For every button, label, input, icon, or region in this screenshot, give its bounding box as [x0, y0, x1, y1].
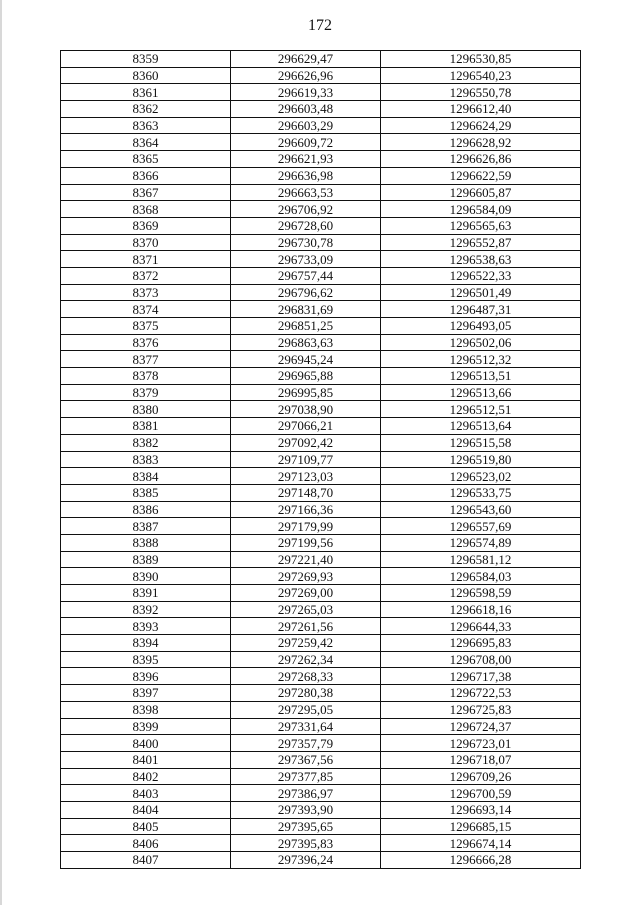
y-coordinate-cell: 1296513,64 — [381, 418, 581, 435]
point-number-cell: 8364 — [61, 134, 231, 151]
y-coordinate-cell: 1296512,51 — [381, 401, 581, 418]
point-number-cell: 8362 — [61, 101, 231, 118]
point-number-cell: 8373 — [61, 284, 231, 301]
point-number-cell: 8393 — [61, 618, 231, 635]
table-row — [61, 384, 581, 401]
point-number-cell: 8404 — [61, 801, 231, 818]
y-coordinate-cell: 1296644,33 — [381, 618, 581, 635]
table-row — [61, 735, 581, 752]
y-coordinate-cell: 1296543,60 — [381, 501, 581, 518]
table-row — [61, 184, 581, 201]
x-coordinate-cell: 297367,56 — [231, 751, 381, 768]
x-coordinate-cell: 296629,47 — [231, 51, 381, 68]
x-coordinate-cell: 297280,38 — [231, 685, 381, 702]
x-coordinate-cell: 297148,70 — [231, 484, 381, 501]
point-number-cell: 8384 — [61, 468, 231, 485]
y-coordinate-cell: 1296581,12 — [381, 551, 581, 568]
point-number-cell: 8398 — [61, 701, 231, 718]
table-row — [61, 751, 581, 768]
table-row — [61, 334, 581, 351]
y-coordinate-cell: 1296725,83 — [381, 701, 581, 718]
table-row — [61, 67, 581, 84]
table-row — [61, 451, 581, 468]
y-coordinate-cell: 1296501,49 — [381, 284, 581, 301]
table-row — [61, 418, 581, 435]
x-coordinate-cell: 296796,62 — [231, 284, 381, 301]
y-coordinate-cell: 1296519,80 — [381, 451, 581, 468]
point-number-cell: 8395 — [61, 651, 231, 668]
y-coordinate-cell: 1296565,63 — [381, 217, 581, 234]
table-row — [61, 618, 581, 635]
x-coordinate-cell: 296730,78 — [231, 234, 381, 251]
point-number-cell: 8406 — [61, 835, 231, 852]
x-coordinate-cell: 297395,65 — [231, 818, 381, 835]
table-row — [61, 835, 581, 852]
y-coordinate-cell: 1296584,09 — [381, 201, 581, 218]
point-number-cell: 8374 — [61, 301, 231, 318]
table-row — [61, 801, 581, 818]
table-row — [61, 534, 581, 551]
point-number-cell: 8379 — [61, 384, 231, 401]
table-row — [61, 518, 581, 535]
y-coordinate-cell: 1296717,38 — [381, 668, 581, 685]
y-coordinate-cell: 1296574,89 — [381, 534, 581, 551]
y-coordinate-cell: 1296709,26 — [381, 768, 581, 785]
x-coordinate-cell: 296728,60 — [231, 217, 381, 234]
y-coordinate-cell: 1296622,59 — [381, 167, 581, 184]
y-coordinate-cell: 1296612,40 — [381, 101, 581, 118]
x-coordinate-cell: 297066,21 — [231, 418, 381, 435]
coordinates-table — [60, 50, 581, 869]
table-row — [61, 51, 581, 68]
y-coordinate-cell: 1296605,87 — [381, 184, 581, 201]
y-coordinate-cell: 1296538,63 — [381, 251, 581, 268]
y-coordinate-cell: 1296533,75 — [381, 484, 581, 501]
y-coordinate-cell: 1296708,00 — [381, 651, 581, 668]
x-coordinate-cell: 297386,97 — [231, 785, 381, 802]
point-number-cell: 8361 — [61, 84, 231, 101]
x-coordinate-cell: 296995,85 — [231, 384, 381, 401]
table-row — [61, 401, 581, 418]
y-coordinate-cell: 1296523,02 — [381, 468, 581, 485]
point-number-cell: 8394 — [61, 635, 231, 652]
x-coordinate-cell: 297269,00 — [231, 585, 381, 602]
point-number-cell: 8397 — [61, 685, 231, 702]
x-coordinate-cell: 296619,33 — [231, 84, 381, 101]
table-row — [61, 101, 581, 118]
point-number-cell: 8359 — [61, 51, 231, 68]
x-coordinate-cell: 297179,99 — [231, 518, 381, 535]
y-coordinate-cell: 1296618,16 — [381, 601, 581, 618]
x-coordinate-cell: 296733,09 — [231, 251, 381, 268]
table-row — [61, 318, 581, 335]
point-number-cell: 8402 — [61, 768, 231, 785]
y-coordinate-cell: 1296557,69 — [381, 518, 581, 535]
table-row — [61, 301, 581, 318]
x-coordinate-cell: 297269,93 — [231, 568, 381, 585]
x-coordinate-cell: 296831,69 — [231, 301, 381, 318]
point-number-cell: 8372 — [61, 267, 231, 284]
table-row — [61, 852, 581, 869]
x-coordinate-cell: 296945,24 — [231, 351, 381, 368]
y-coordinate-cell: 1296695,83 — [381, 635, 581, 652]
y-coordinate-cell: 1296512,32 — [381, 351, 581, 368]
table-row — [61, 785, 581, 802]
y-coordinate-cell: 1296522,33 — [381, 267, 581, 284]
table-row — [61, 685, 581, 702]
table-row — [61, 167, 581, 184]
page-number: 172 — [308, 17, 332, 34]
table-row — [61, 635, 581, 652]
point-number-cell: 8377 — [61, 351, 231, 368]
point-number-cell: 8365 — [61, 151, 231, 168]
y-coordinate-cell: 1296666,28 — [381, 852, 581, 869]
x-coordinate-cell: 296636,98 — [231, 167, 381, 184]
table-row — [61, 585, 581, 602]
x-coordinate-cell: 297396,24 — [231, 852, 381, 869]
table-row — [61, 284, 581, 301]
table-row — [61, 484, 581, 501]
y-coordinate-cell: 1296530,85 — [381, 51, 581, 68]
y-coordinate-cell: 1296700,59 — [381, 785, 581, 802]
x-coordinate-cell: 297295,05 — [231, 701, 381, 718]
point-number-cell: 8389 — [61, 551, 231, 568]
x-coordinate-cell: 297268,33 — [231, 668, 381, 685]
y-coordinate-cell: 1296513,51 — [381, 368, 581, 385]
table-row — [61, 651, 581, 668]
y-coordinate-cell: 1296674,14 — [381, 835, 581, 852]
point-number-cell: 8380 — [61, 401, 231, 418]
x-coordinate-cell: 296626,96 — [231, 67, 381, 84]
x-coordinate-cell: 297377,85 — [231, 768, 381, 785]
table-row — [61, 351, 581, 368]
point-number-cell: 8396 — [61, 668, 231, 685]
x-coordinate-cell: 297199,56 — [231, 534, 381, 551]
point-number-cell: 8368 — [61, 201, 231, 218]
y-coordinate-cell: 1296724,37 — [381, 718, 581, 735]
x-coordinate-cell: 297259,42 — [231, 635, 381, 652]
x-coordinate-cell: 296851,25 — [231, 318, 381, 335]
table-row — [61, 501, 581, 518]
point-number-cell: 8405 — [61, 818, 231, 835]
point-number-cell: 8392 — [61, 601, 231, 618]
point-number-cell: 8376 — [61, 334, 231, 351]
x-coordinate-cell: 296706,92 — [231, 201, 381, 218]
table-row — [61, 234, 581, 251]
y-coordinate-cell: 1296693,14 — [381, 801, 581, 818]
point-number-cell: 8370 — [61, 234, 231, 251]
x-coordinate-cell: 297265,03 — [231, 601, 381, 618]
x-coordinate-cell: 297331,64 — [231, 718, 381, 735]
table-row — [61, 568, 581, 585]
x-coordinate-cell: 296863,63 — [231, 334, 381, 351]
point-number-cell: 8363 — [61, 117, 231, 134]
point-number-cell: 8403 — [61, 785, 231, 802]
table-row — [61, 251, 581, 268]
table-row — [61, 84, 581, 101]
y-coordinate-cell: 1296598,59 — [381, 585, 581, 602]
x-coordinate-cell: 296609,72 — [231, 134, 381, 151]
scan-edge — [0, 0, 2, 905]
point-number-cell: 8385 — [61, 484, 231, 501]
table-row — [61, 267, 581, 284]
table-row — [61, 701, 581, 718]
x-coordinate-cell: 296757,44 — [231, 267, 381, 284]
x-coordinate-cell: 297038,90 — [231, 401, 381, 418]
point-number-cell: 8391 — [61, 585, 231, 602]
point-number-cell: 8369 — [61, 217, 231, 234]
y-coordinate-cell: 1296552,87 — [381, 234, 581, 251]
x-coordinate-cell: 297261,56 — [231, 618, 381, 635]
point-number-cell: 8399 — [61, 718, 231, 735]
point-number-cell: 8390 — [61, 568, 231, 585]
x-coordinate-cell: 297092,42 — [231, 434, 381, 451]
table-row — [61, 551, 581, 568]
x-coordinate-cell: 297357,79 — [231, 735, 381, 752]
point-number-cell: 8407 — [61, 852, 231, 869]
point-number-cell: 8400 — [61, 735, 231, 752]
table-row — [61, 601, 581, 618]
y-coordinate-cell: 1296685,15 — [381, 818, 581, 835]
x-coordinate-cell: 296603,48 — [231, 101, 381, 118]
table-row — [61, 217, 581, 234]
table-row — [61, 818, 581, 835]
point-number-cell: 8366 — [61, 167, 231, 184]
point-number-cell: 8386 — [61, 501, 231, 518]
table-row — [61, 668, 581, 685]
point-number-cell: 8382 — [61, 434, 231, 451]
point-number-cell: 8401 — [61, 751, 231, 768]
point-number-cell: 8371 — [61, 251, 231, 268]
table-row — [61, 201, 581, 218]
table-row — [61, 368, 581, 385]
y-coordinate-cell: 1296493,05 — [381, 318, 581, 335]
table-row — [61, 768, 581, 785]
y-coordinate-cell: 1296513,66 — [381, 384, 581, 401]
table-row — [61, 134, 581, 151]
y-coordinate-cell: 1296584,03 — [381, 568, 581, 585]
point-number-cell: 8387 — [61, 518, 231, 535]
x-coordinate-cell: 297166,36 — [231, 501, 381, 518]
x-coordinate-cell: 296603,29 — [231, 117, 381, 134]
y-coordinate-cell: 1296628,92 — [381, 134, 581, 151]
point-number-cell: 8375 — [61, 318, 231, 335]
x-coordinate-cell: 296663,53 — [231, 184, 381, 201]
y-coordinate-cell: 1296540,23 — [381, 67, 581, 84]
x-coordinate-cell: 296621,93 — [231, 151, 381, 168]
y-coordinate-cell: 1296515,58 — [381, 434, 581, 451]
point-number-cell: 8383 — [61, 451, 231, 468]
y-coordinate-cell: 1296502,06 — [381, 334, 581, 351]
y-coordinate-cell: 1296626,86 — [381, 151, 581, 168]
table-row — [61, 151, 581, 168]
x-coordinate-cell: 297393,90 — [231, 801, 381, 818]
x-coordinate-cell: 297109,77 — [231, 451, 381, 468]
point-number-cell: 8388 — [61, 534, 231, 551]
table-row — [61, 718, 581, 735]
x-coordinate-cell: 297221,40 — [231, 551, 381, 568]
y-coordinate-cell: 1296718,07 — [381, 751, 581, 768]
y-coordinate-cell: 1296723,01 — [381, 735, 581, 752]
y-coordinate-cell: 1296550,78 — [381, 84, 581, 101]
table-row — [61, 434, 581, 451]
y-coordinate-cell: 1296722,53 — [381, 685, 581, 702]
point-number-cell: 8367 — [61, 184, 231, 201]
y-coordinate-cell: 1296487,31 — [381, 301, 581, 318]
point-number-cell: 8381 — [61, 418, 231, 435]
y-coordinate-cell: 1296624,29 — [381, 117, 581, 134]
point-number-cell: 8360 — [61, 67, 231, 84]
x-coordinate-cell: 296965,88 — [231, 368, 381, 385]
x-coordinate-cell: 297395,83 — [231, 835, 381, 852]
coordinates-table-body — [61, 51, 581, 869]
x-coordinate-cell: 297123,03 — [231, 468, 381, 485]
point-number-cell: 8378 — [61, 368, 231, 385]
table-row — [61, 468, 581, 485]
table-row — [61, 117, 581, 134]
x-coordinate-cell: 297262,34 — [231, 651, 381, 668]
